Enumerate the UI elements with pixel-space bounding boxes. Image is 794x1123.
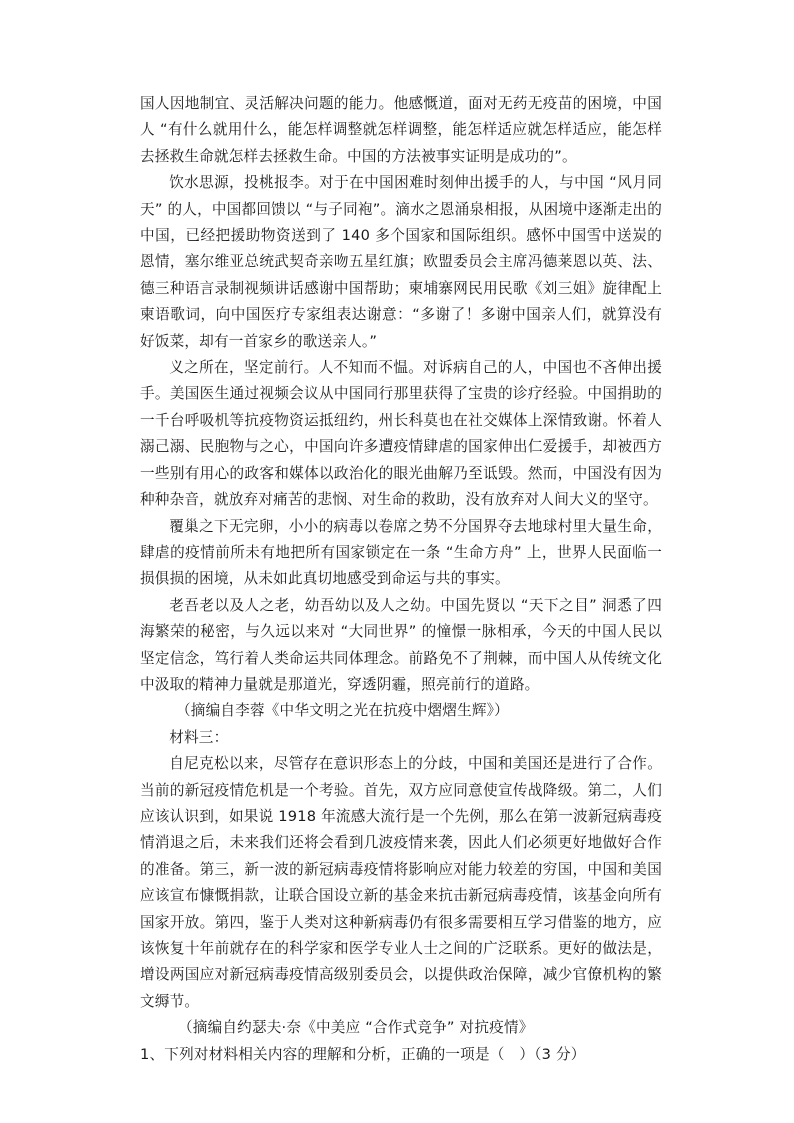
document-body xyxy=(140,91,662,1068)
source-citation-material-3: （摘编自约瑟夫·奈《中美应 “合作式竞争” 对抗疫情》 xyxy=(178,1019,534,1037)
paragraph-continuation: 国人因地制宜、灵活解决问题的能力。他感慨道，面对无药无疫苗的困境，中国人 “有什么就用什么，能怎样调整就怎样调整，能怎样适应就怎样适应，能怎样去拯救生命就怎样去拯救生命。中国的方法被事实证明是成功的”。 xyxy=(140,95,662,165)
material-3-paragraph: 自尼克松以来，尽管存在意识形态上的分歧，中国和美国还是进行了合作。当前的新冠疫情危机是一个考验。首先，双方应同意使宣传战降级。第二，人们应该认识到，如果说 1918 年流感大流行是一个先例，那么在第一波新冠病毒疫情消退之后，未来我们还将会看到几波疫情来袭，因此人们必须更好地做好合作的准备。第三，新一波的新冠病毒疫情将影响应对能力较差的穷国，中国和美国应该宣布慷慨捐款，让联合国设立新的基金来抗击新冠病毒疫情，该基金向所有国家开放。第四，鉴于人类对这种新病毒仍有很多需要相互学习借鉴的地方，应该恢复十年前就存在的科学家和医学专业人士之间的广泛联系。更好的做法是，增设两国应对新冠病毒疫情高级别委员会，以提供政治保障，减少官僚机构的繁文缛节。 xyxy=(140,755,662,1010)
paragraph-return-kindness: 饮水思源，投桃报李。对于在中国困难时刻伸出援手的人，与中国 “风月同天” 的人，中国都回馈以 “与子同袍”。滴水之恩涌泉相报，从困境中逐渐走出的中国，已经把援助物资送到了 140 多个国家和国际组织。感怀中国雪中送炭的恩情，塞尔维亚总统武契奇亲吻五星红旗；欧盟委员会主席冯德莱恩以英、法、德三种语言录制视频讲话感谢中国帮助；柬埔寨网民用民歌《刘三姐》旋律配上柬语歌词，向中国医疗专家组表达谢意：“多谢了！多谢中国亲人们，就算没有好饭菜，却有一首家乡的歌送亲人。” xyxy=(140,174,662,350)
source-citation-material-2: （摘编自李蓉《中华文明之光在抗疫中熠熠生辉》） xyxy=(176,702,509,720)
material-3-label: 材料三： xyxy=(169,728,229,746)
question-1: 1、下列对材料相关内容的理解和分析，正确的一项是（ ）（3 分） xyxy=(140,1045,586,1063)
paragraph-tradition: 老吾老以及人之老，幼吾幼以及人之幼。中国先贤以 “天下之目” 洞悉了四海繁荣的秘密，与久远以来对 “大同世界” 的憧憬一脉相承，今天的中国人民以坚定信念，笃行着人类命运共同体理念。前路免不了荆棘，而中国人从传统文化中汲取的精神力量就是那道光，穿透阴霾，照亮前行的道路。 xyxy=(140,596,662,693)
paragraph-righteousness: 义之所在，坚定前行。人不知而不愠。对诉病自己的人，中国也不吝伸出援手。美国医生通过视频会议从中国同行那里获得了宝贵的诊疗经验。中国捐助的一千台呼吸机等抗疫物资运抵纽约，州长科莫也在社交媒体上深情致谢。怀着人溺己溺、民胞物与之心，中国向许多遭疫情肆虐的国家伸出仁爱援手，却被西方一些别有用心的政客和媒体以政治化的眼光曲解乃至诋毁。然而，中国没有因为种种杂音，就放弃对痛苦的悲悯、对生命的救助，没有放弃对人间大义的坚守。 xyxy=(140,359,662,509)
paragraph-shared-destiny: 覆巢之下无完卵，小小的病毒以卷席之势不分国界夺去地球村里大量生命，肆虐的疫情前所未有地把所有国家锁定在一条 “生命方舟” 上，世界人民面临一损俱损的困境，从未如此真切地感受到命运与共的事实。 xyxy=(140,517,662,588)
